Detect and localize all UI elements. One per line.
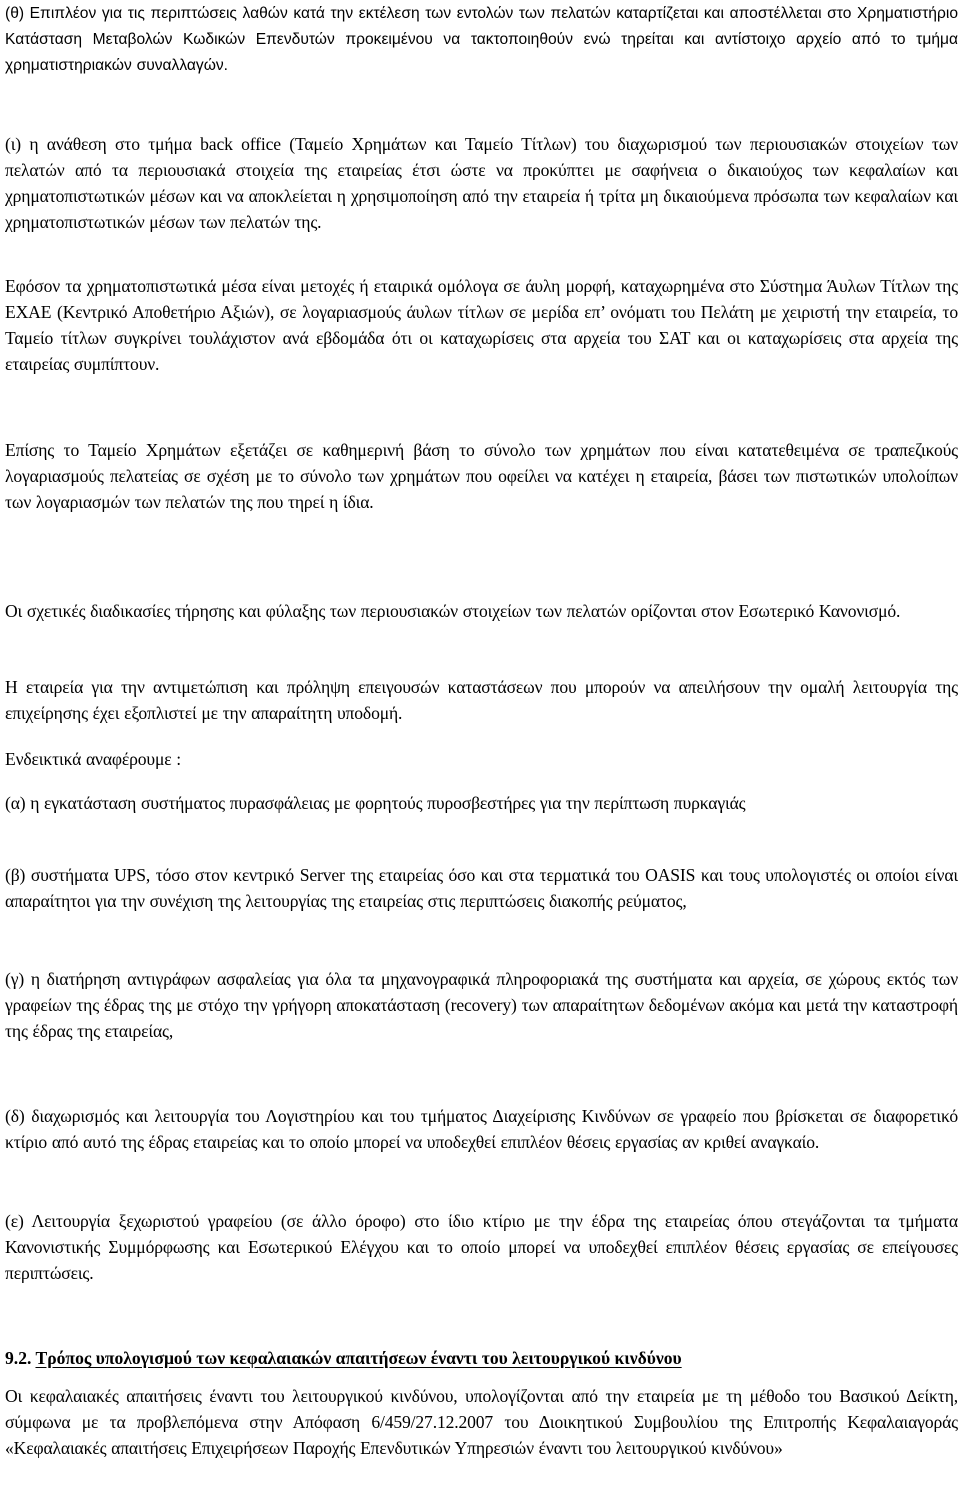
list-item-epsilon: (ε) Λειτουργία ξεχωριστού γραφείου (σε άλλο όροφο) στο ίδιο κτίριο με την έδρα της εταιρείας όπου στεγάζονται τα τμήματα Κανονιστικής Συμμόρφωσης και Εσωτερικού Ελέγχου και το οποίο μπορεί να υποδεχθεί επιπλέον θέσεις εργασίας σε επείγουσες περιπτώσεις. <box>5 1211 958 1283</box>
list-item-delta: (δ) διαχωρισμός και λειτουργία του Λογιστηρίου και του τμήματος Διαχείρισης Κινδύνων σε γραφείο που βρίσκεται σε διαφορετικό κτίριο από αυτό της έδρας εταιρείας και το οποίο μπορεί να υποδεχθεί επιπλέον θέσεις εργασίας αν κριθεί αναγκαίο. <box>5 1106 958 1152</box>
section-number: 9.2. <box>5 1348 32 1368</box>
section-heading <box>5 1345 958 1371</box>
list-item-gamma: (γ) η διατήρηση αντιγράφων ασφαλείας για όλα τα μηχανογραφικά πληροφοριακά της συστήματα και αρχεία, σε χώρους εκτός των γραφείων της έδρας της με στόχο την γρήγορη αποκατάσταση (recovery) των απαραίτητων δεδομένων ακόμα και μετά την καταστροφή της έδρας της εταιρείας, <box>5 969 958 1041</box>
paragraph-cash-desk: Επίσης το Ταμείο Χρημάτων εξετάζει σε καθημερινή βάση το σύνολο των χρημάτων που είναι κατατεθειμένα σε τραπεζικούς λογαριασμούς πελατείας σε σχέση με το σύνολο των χρημάτων που οφείλει να κατέχει η εταιρεία, βάσει των πιστωτικών υπολοίπων των λογαριασμών των πελατών της που τηρεί η ίδια. <box>5 440 958 512</box>
paragraph-capital-requirements: Οι κεφαλαιακές απαιτήσεις έναντι του λειτουργικού κινδύνου, υπολογίζονται από την εταιρεία με τη μέθοδο του Βασικού Δείκτη, σύμφωνα με τα προβλεπόμενα στην Απόφαση 6/459/27.12.2007 του Διοικητικού Συμβουλίου της Επιτροπής Κεφαλαιαγοράς «Κεφαλαιακές απαιτήσεις Επιχειρήσεων Παροχής Επενδυτικών Υπηρεσιών έναντι του λειτουργικού κινδύνου» <box>5 1386 958 1458</box>
list-item-alpha: (α) η εγκατάσταση συστήματος πυρασφάλειας με φορητούς πυροσβεστήρες για την περίπτωση πυρκαγιάς <box>5 793 746 813</box>
paragraph-indicative: Ενδεικτικά αναφέρουμε : <box>5 749 181 769</box>
paragraph-iota: (ι) η ανάθεση στο τμήμα back office (Ταμείο Χρημάτων και Ταμείο Τίτλων) του διαχωρισμού των περιουσιακών στοιχείων των πελατών από τα περιουσιακά στοιχεία της εταιρείας έτσι ώστε να προκύπτει με σαφήνεια ο δικαιούχος των κεφαλαίων και χρηματοπιστωτικών μέσων και να αποκλείεται η χρησιμοποίηση από την εταιρεία ή τρίτα μη δικαιούμενα πρόσωπα των κεφαλαίων και χρηματοπιστωτικών μέσων των πελατών της. <box>5 134 958 232</box>
paragraph-dematerialized-securities: Εφόσον τα χρηματοπιστωτικά μέσα είναι μετοχές ή εταιρικά ομόλογα σε άυλη μορφή, καταχωρημένα στο Σύστημα Άυλων Τίτλων της ΕΧΑΕ (Κεντρικό Αποθετήριο Αξιών), σε λογαριασμούς άυλων τίτλων σε μερίδα επ’ ονόματι του Πελάτη με χειριστή την εταιρεία, το Ταμείο τίτλων συγκρίνει τουλάχιστον ανά εβδομάδα ότι οι καταχωρίσεις στα αρχεία του ΣΑΤ και οι καταχωρίσεις στα αρχεία της εταιρείας συμπίπτουν. <box>5 276 958 374</box>
paragraph-procedures: Οι σχετικές διαδικασίες τήρησης και φύλαξης των περιουσιακών στοιχείων των πελατών ορίζονται στον Εσωτερικό Κανονισμό. <box>5 601 901 621</box>
list-item-beta: (β) συστήματα UPS, τόσο στον κεντρικό Server της εταιρείας όσο και στα τερματικά του OASIS και τους υπολογιστές οι οποίοι είναι απαραίτητοι για την συνέχιση της λειτουργίας της εταιρείας στις περιπτώσεις διακοπής ρεύματος, <box>5 865 958 911</box>
section-title: Τρόπος υπολογισμού των κεφαλαιακών απαιτήσεων έναντι του λειτουργικού κινδύνου <box>35 1348 682 1368</box>
paragraph-emergencies: Η εταιρεία για την αντιμετώπιση και πρόληψη επειγουσών καταστάσεων που μπορούν να απειλήσουν την ομαλή λειτουργία της επιχείρησης έχει εξοπλιστεί με την απαραίτητη υποδομή. <box>5 677 958 723</box>
paragraph-theta: (θ) Επιπλέον για τις περιπτώσεις λαθών κατά την εκτέλεση των εντολών των πελατών καταρτίζεται και αποστέλλεται στο Χρηματιστήριο Κατάσταση Μεταβολών Κωδικών Επενδυτών προκειμένου να τακτοποιηθούν ενώ τηρείται και αντίστοιχο αρχείο από το τμήμα χρηματιστηριακών συναλλαγών. <box>5 5 958 74</box>
